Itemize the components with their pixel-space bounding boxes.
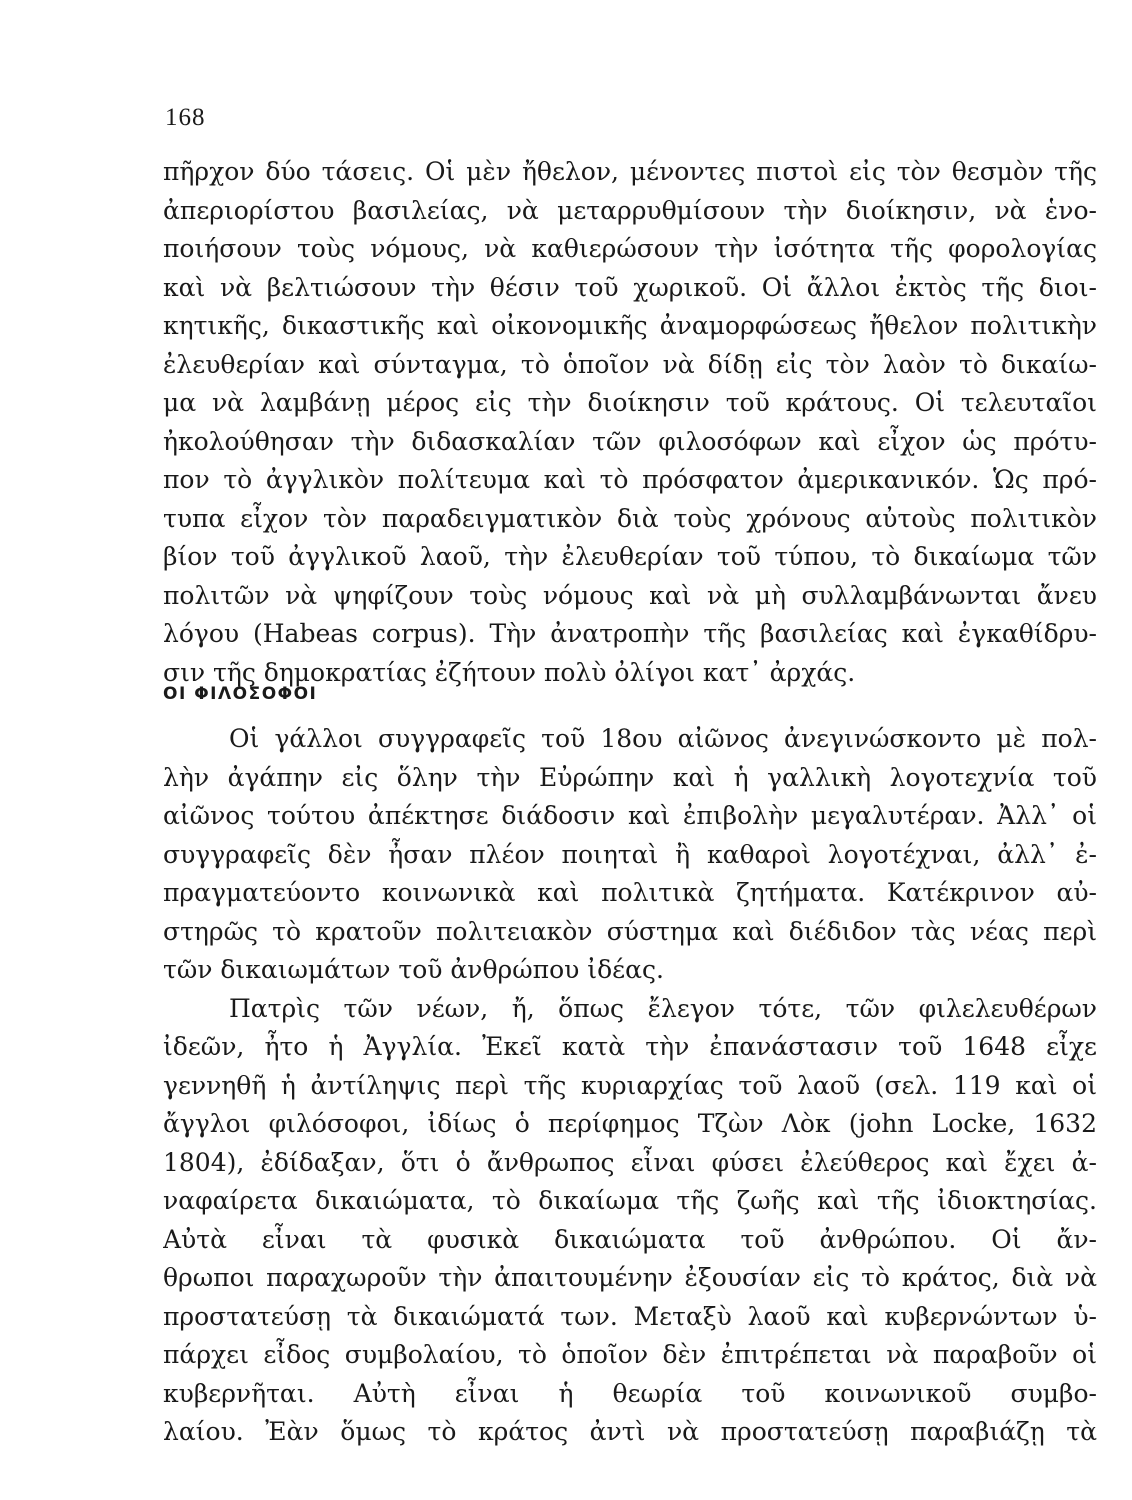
text-line: βίον τοῦ ἀγγλικοῦ λαοῦ, τὴν ἐλευθερίαν τοῦ τύπου, τὸ δικαίωμα τῶν [163,542,1097,571]
text-line: κητικῆς, δικαστικῆς καὶ οἰκονομικῆς ἀναμορφώσεως ἤθελον πολιτικὴν [163,311,1097,340]
text-line: ἐλευθερίαν καὶ σύνταγμα, τὸ ὁποῖον νὰ δίδῃ εἰς τὸν λαὸν τὸ δικαίω- [163,349,1097,379]
text-line: μα νὰ λαμβάνῃ μέρος εἰς τὴν διοίκησιν τοῦ κράτους. Οἱ τελευταῖοι [163,388,1097,417]
text-line: πολιτῶν νὰ ψηφίζουν τοὺς νόμους καὶ νὰ μὴ συλλαμβάνωνται ἄνευ [163,580,1097,610]
section-heading: ΟΙ ΦΙΛΟΣΟΦΟΙ [163,684,318,704]
text-line: Οἱ γάλλοι συγγραφεῖς τοῦ 18ου αἰῶνος ἀνεγινώσκοντο μὲ πολ- [229,724,1097,753]
text-line: τυπα εἶχον τὸν παραδειγματικὸν διὰ τοὺς χρόνους αὐτοὺς πολιτικὸν [163,503,1097,533]
text-line: προστατεύσῃ τὰ δικαιώματά των. Μεταξὺ λαοῦ καὶ κυβερνώντων ὑ- [163,1301,1097,1331]
page-number: 168 [165,104,206,131]
text-line: στηρῶς τὸ κρατοῦν πολιτειακὸν σύστημα καὶ διέδιδον τὰς νέας περὶ [163,916,1097,946]
paragraph-intro [163,153,1097,692]
text-line: πῆρχον δύο τάσεις. Οἱ μὲν ἤθελον, μένοντες πιστοὶ εἰς τὸν θεσμὸν τῆς [163,157,1097,186]
text-line: πάρχει εἶδος συμβολαίου, τὸ ὁποῖον δὲν ἐπιτρέπεται νὰ παραβοῦν οἱ [163,1340,1097,1369]
text-line: λαίου. Ἐὰν ὅμως τὸ κράτος ἀντὶ νὰ προστατεύσῃ παραβιάζῃ τὰ [163,1417,1097,1446]
text-line: σιν τῆς δημοκρατίας ἐζήτουν πολὺ ὀλίγοι κατ᾽ ἀρχάς. [163,657,856,687]
text-line: Αὐτὰ εἶναι τὰ φυσικὰ δικαιώματα τοῦ ἀνθρώπου. Οἱ ἄν- [163,1224,1097,1254]
text-line: γεννηθῆ ἡ ἀντίληψις περὶ τῆς κυριαρχίας τοῦ λαοῦ (σελ. 119 καὶ οἱ [163,1070,1097,1100]
text-line: πον τὸ ἀγγλικὸν πολίτευμα καὶ τὸ πρόσφατον ἀμερικανικόν. Ὡς πρό- [163,465,1097,494]
text-line: ποιήσουν τοὺς νόμους, νὰ καθιερώσουν τὴν ἰσότητα τῆς φορολογίας [163,234,1097,263]
text-line: συγγραφεῖς δὲν ἦσαν πλέον ποιηταὶ ἢ καθαροὶ λογοτέχναι, ἀλλ᾽ ἐ- [163,839,1097,869]
text-line: Πατρὶς τῶν νέων, ἤ, ὅπως ἔλεγον τότε, τῶν φιλελευθέρων [229,993,1097,1023]
text-line: ἰδεῶν, ἦτο ἡ Ἀγγλία. Ἐκεῖ κατὰ τὴν ἐπανάστασιν τοῦ 1648 εἶχε [163,1032,1097,1061]
text-line: καὶ νὰ βελτιώσουν τὴν θέσιν τοῦ χωρικοῦ. Οἱ ἄλλοι ἐκτὸς τῆς διοι- [163,272,1097,302]
section-body [163,720,1097,1452]
text-line: 1804), ἐδίδαξαν, ὅτι ὁ ἄνθρωπος εἶναι φύσει ἐλεύθερος καὶ ἔχει ἀ- [163,1147,1097,1177]
text-line: θρωποι παραχωροῦν τὴν ἀπαιτουμένην ἐξουσίαν εἰς τὸ κράτος, διὰ νὰ [163,1263,1097,1292]
text-line: τῶν δικαιωμάτων τοῦ ἀνθρώπου ἰδέας. [163,955,664,984]
text-line: λὴν ἀγάπην εἰς ὅλην τὴν Εὐρώπην καὶ ἡ γαλλικὴ λογοτεχνία τοῦ [163,762,1097,792]
text-line: λόγου (Habeas corpus). Τὴν ἀνατροπὴν τῆς βασιλείας καὶ ἐγκαθίδρυ- [163,619,1097,648]
text-line: πραγματεύοντο κοινωνικὰ καὶ πολιτικὰ ζητήματα. Κατέκρινον αὐ- [163,878,1097,907]
text-line: αἰῶνος τούτου ἀπέκτησε διάδοσιν καὶ ἐπιβολὴν μεγαλυτέραν. Ἀλλ᾽ οἱ [163,801,1097,830]
text-line: ἠκολούθησαν τὴν διδασκαλίαν τῶν φιλοσόφων καὶ εἶχον ὡς πρότυ- [163,426,1097,456]
text-line: ἀπεριορίστου βασιλείας, νὰ μεταρρυθμίσουν τὴν διοίκησιν, νὰ ἑνο- [163,195,1097,225]
text-line: κυβερνῆται. Αὐτὴ εἶναι ἡ θεωρία τοῦ κοινωνικοῦ συμβο- [163,1378,1097,1408]
text-line: ἄγγλοι φιλόσοφοι, ἰδίως ὁ περίφημος Τζὼν Λὸκ (john Locke, 1632 [163,1109,1097,1138]
text-line: ναφαίρετα δικαιώματα, τὸ δικαίωμα τῆς ζωῆς καὶ τῆς ἰδιοκτησίας. [163,1186,1097,1215]
